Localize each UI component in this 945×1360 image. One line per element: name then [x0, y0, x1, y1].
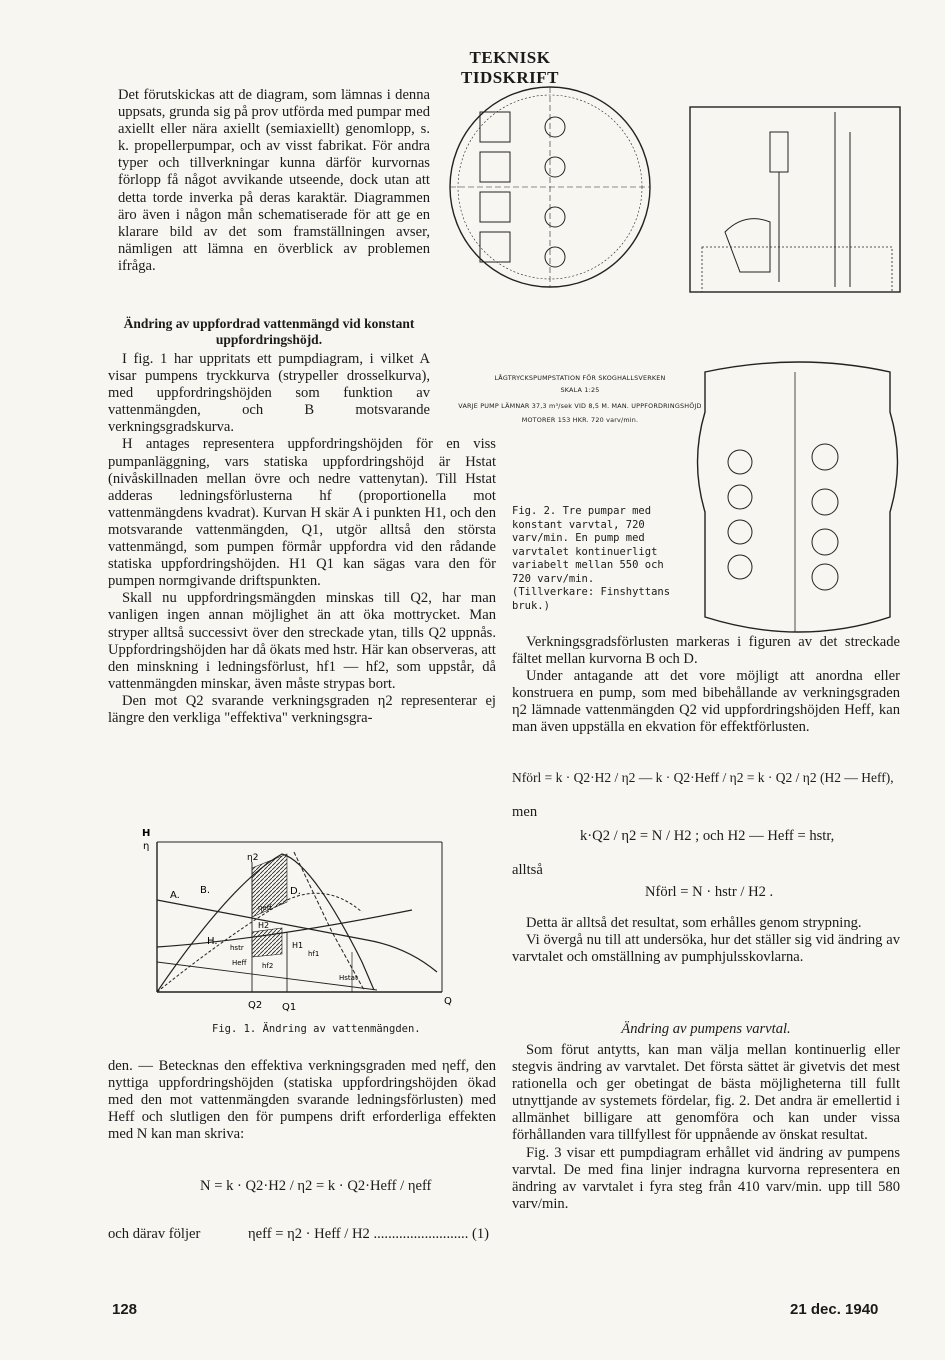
- paragraph-throttling: Skall nu uppfordringsmängden minskas till Q2, har man vanligen ingen annan möjlighet än att öka mottrycket. Man stryper alltså successivt över den streckade ytan, tills Q2 uppnås. Uppfordringshöjden har då ökats med hstr. Här kan observeras, att den minskning i ledningsförlust, hf1 — hf2, som uppstår, då vattenmängden minskar, även måste strypas bort.: [108, 590, 496, 692]
- issue-date: 21 dec. 1940: [790, 1301, 879, 1318]
- fig1-label-B: B.: [200, 885, 211, 896]
- fig1-label-H2: H2: [258, 921, 270, 930]
- fig1-label-D: D.: [290, 886, 301, 897]
- fig1-label-Q1: Q1: [282, 1002, 297, 1013]
- word-men: men: [512, 804, 538, 820]
- paragraph-result: Detta är alltså det resultat, som erhålles genom strypning.: [526, 915, 862, 931]
- fig1-label-H: H.: [207, 936, 218, 947]
- fig1-pump-diagram: [112, 822, 472, 1022]
- fig1-label-yaxis2: η: [143, 841, 150, 852]
- paragraph-continuous-vs-step: Som förut antytts, kan man välja mellan kontinuerlig eller stegvis ändring av varvtalet. Det första sättet är givetvis det mest rationella och ger obetingat de bästa möjligheterna till fullt utnyttjande av systemets fördelar, fig. 2. Det andra är emellertid i allmänhet billigare att genomföra och kan under vissa förhållanden vara tillfyllest för uppnående av önskat resultat.: [512, 1042, 900, 1144]
- word-alltsa: alltså: [512, 862, 543, 878]
- intro-paragraph: Det förutskickas att de diagram, som lämnas i denna uppsats, grunda sig på prov utförda med pumpar med axiellt eller nära axiellt (semiaxiellt) genomlopp, s. k. propellerpumpar, och av visst fabrikat. För andra typer och tillverkningar kunna därför kurvornas förlopp få något avvikande utseende, dock utan att detta torde inverka på deras karaktär. Diagrammen äro även i någon mån schematiserade för att ge en klarare bild av det som framställningen avser, nämligen att lämna en överblick av problemen ifråga.: [118, 87, 430, 274]
- paragraph-effective-efficiency: den. — Betecknas den effektiva verkningsgraden med ηeff, den nyttiga uppfordringshöjden (statiska uppfordringshöjden ökad med den mot vattenmängden svarande ledningsförlusten) med Heff och slutligen den för pumpens drift erforderliga effekten med N kan man skriva:: [108, 1058, 496, 1143]
- fig2-label-motors: MOTORER 153 HKR. 720 varv/min.: [521, 416, 639, 424]
- journal-title: TEKNISK TIDSKRIFT: [460, 48, 560, 87]
- right-column-top: [512, 634, 900, 737]
- formula-eta-eff: ηeff = η2 · Heff / H2 .......................... (1): [248, 1226, 490, 1242]
- section-heading-speed: Ändring av pumpens varvtal.: [621, 1021, 791, 1037]
- fig2-label-title: LÅGTRYCKSPUMPSTATION FÖR SKOGHALLSVERKEN: [494, 374, 666, 382]
- left-column-bottom: [108, 1058, 496, 1143]
- paragraph-speed-change: Vi övergå nu till att undersöka, hur det ställer sig vid ändring av varvtalet och omställning av pumphjulsskovlarna.: [512, 932, 900, 966]
- fig1-label-eta-eff: ηeff: [258, 904, 272, 912]
- left-column-body: [108, 351, 496, 727]
- page-number: 128: [112, 1301, 138, 1318]
- formula-nforl: Nförl = k · Q2·H2 / η2 — k · Q2·Heff / η2 = k · Q2 / η2 (H2 — Heff),: [512, 770, 894, 785]
- fig1-label-H1: H1: [292, 941, 304, 950]
- paragraph-fig1-intro: I fig. 1 har uppritats ett pumpdiagram, i vilket A visar pumpens tryckkurva (strypeller drosselkurva), med uppfordringshöjden som funktion av vattenmängden, och B motsvarande verkningsgradskurva.: [108, 351, 430, 436]
- fig2-motor: [770, 132, 788, 172]
- paragraph-efficiency: Den mot Q2 svarande verkningsgraden η2 representerar ej längre den verkliga "effektiva" verkningsgra-: [108, 692, 496, 726]
- fig2-elevation-frame: [690, 107, 900, 292]
- fig1-label-hf2: hf2: [262, 962, 274, 970]
- fig1-caption: Fig. 1. Ändring av vattenmängden.: [212, 1023, 421, 1035]
- fig1-label-hf1: hf1: [308, 950, 320, 958]
- paragraph-hstat: H antages representera uppfordringshöjden för en viss pumpanläggning, vars statiska uppfordringshöjd är Hstat (nivåskillnaden mellan övre och nedre vattenytan). Till Hstat adderas ledningsförlusterna hf (proportionella mot vattenmängdens kvadrat). Kurvan H skär A i punkten H1, och den motsvarande vattenmängden, Q1, utgör alltså den största vattenmängd, som pumpen förmår uppfordra vid den rådande statiska uppfordringshöjden. H1 Q1 kan sägas vara den för pumpen normgivande driftspunkten.: [108, 436, 496, 590]
- fig2-lower-pumps: [728, 444, 838, 590]
- fig2-label-pump-capacity: VARJE PUMP LÄMNAR 37,3 m³/sek VID 8,5 M. MAN. UPPFORDRINGSHÖJD: [458, 402, 702, 410]
- fig1-hatched-throttle: [252, 928, 282, 957]
- right-column-bottom: [512, 1042, 900, 1213]
- fig2-label-scale: SKALA 1:25: [560, 386, 600, 394]
- paragraph-loss-marked: Verkningsgradsförlusten markeras i figuren av det streckade fältet mellan kurvorna B och D.: [512, 634, 900, 668]
- section-heading-volume: Ändring av uppfordrad vattenmängd vid konstant uppfordringshöjd.: [123, 316, 415, 347]
- fig1-label-Heff: Heff: [232, 959, 247, 967]
- fig1-label-eta2: η2: [247, 853, 259, 863]
- fig2-caption: Fig. 2. Tre pumpar med konstant varvtal, 720 varv/min. En pump med varvtalet kontinuerligt variabelt mellan 550 och 720 varv/min. (Tillverkare: Finshyttans bruk.): [512, 505, 671, 612]
- paragraph-fig3: Fig. 3 visar ett pumpdiagram erhållet vid ändring av pumpens varvtal. De med fina linjer indragna kurvorna representera en ändring av varvtalet i fyra steg från 410 varv/min. upp till 580 varv/min.: [512, 1144, 900, 1212]
- fig1-label-Q2: Q2: [248, 1000, 263, 1011]
- fig2-plan-pumps: [480, 112, 565, 267]
- fig1-label-A: A.: [170, 890, 180, 901]
- fig1-curve-A: [157, 900, 437, 972]
- formula-lead: och därav följer: [108, 1226, 201, 1242]
- fig1-label-Q: Q: [444, 996, 452, 1007]
- fig1-label-Hstat: Hstat: [339, 974, 358, 982]
- formula-nforl-result: Nförl = N · hstr / H2 .: [645, 884, 774, 900]
- left-column-top: [118, 87, 430, 275]
- formula-relation: k·Q2 / η2 = N / H2 ; och H2 — Heff = hstr,: [580, 828, 835, 844]
- fig1-label-hstr: hstr: [230, 944, 244, 952]
- right-column-middle: [512, 915, 900, 966]
- formula-power: N = k · Q2·H2 / η2 = k · Q2·Heff / ηeff: [200, 1178, 432, 1194]
- paragraph-equation-intro: Under antagande att det vore möjligt att anordna eller konstruera en pump, som med bibehållande av verkningsgraden η2 lämnade vattenmängden Q2 vid uppfordringshöjden Heff, kan man även uppställa en ekvation för effektförlusten.: [512, 668, 900, 736]
- fig1-label-yaxis: H: [142, 828, 151, 839]
